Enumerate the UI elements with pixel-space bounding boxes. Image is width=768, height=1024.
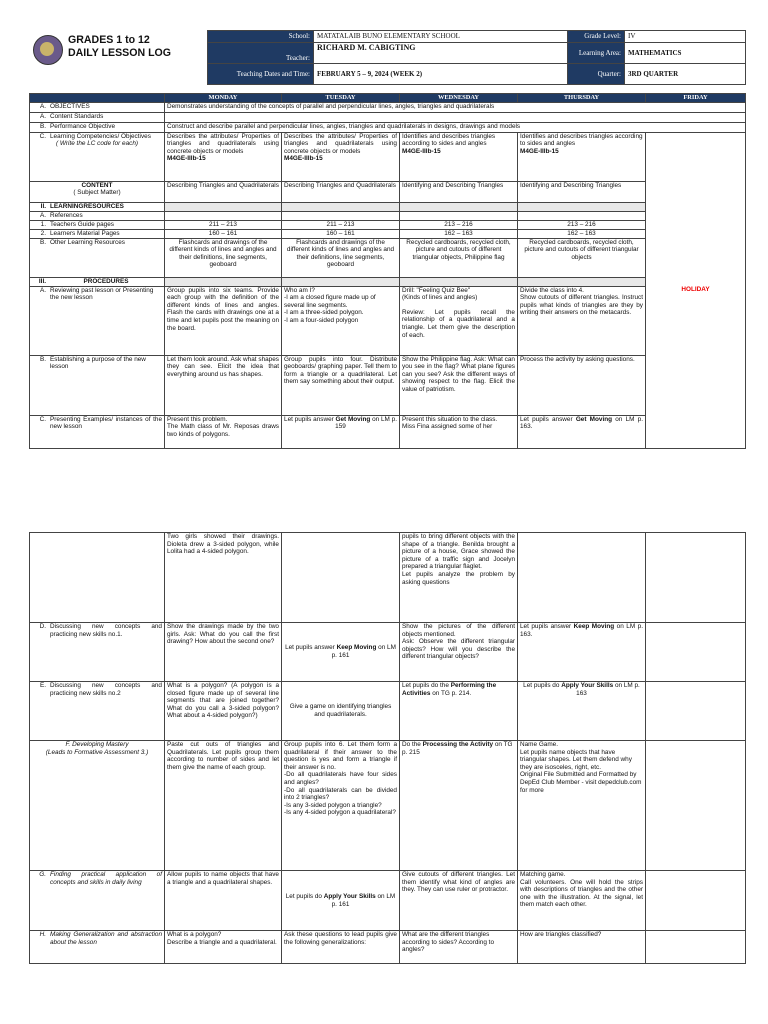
discussing-1-monday: Show the drawings made by the two girls. Ask: What do you call the first drawing? How about the second one? <box>165 623 282 682</box>
generalization-label: H. Making Generalization and abstraction about the lesson <box>30 931 165 964</box>
day-header-row <box>30 94 746 103</box>
presenting-label: C. Presenting Examples/ instances of the new lesson <box>30 415 165 448</box>
review-monday: Group pupils into six teams. Provide each group with the definition of the different kinds of lines and angles. Flash the cards with drawings one at a time and let pupils post the meaning on the board. <box>165 286 282 355</box>
discussing-2-thursday: Let pupils do Apply Your Skills on LM p. 163 <box>518 682 646 741</box>
school-label: School: <box>208 31 314 43</box>
content-label: CONTENT ( Subject Matter) <box>30 181 165 202</box>
competency-wednesday: Identifies and describes triangles according to sides and angles M4GE-IIIb-15 <box>400 132 518 181</box>
generalization-wednesday: What are the different triangles according to sides? According to angles? <box>400 931 518 964</box>
discussing-1-tuesday: Let pupils answer Keep Moving on LM p. 161 <box>282 623 400 682</box>
lesson-table-page-2 <box>29 532 745 964</box>
teacher-value: RICHARD M. CABIGTING <box>314 43 568 64</box>
application-thursday: Matching game. Call volunteers. One will hold the strips with descriptions of triangles and the other one with the illustration. At the signal, let them match each other. <box>518 871 646 931</box>
school-value: MATATALAIB BUNO ELEMENTARY SCHOOL <box>314 31 568 43</box>
competency-thursday: Identifies and describes triangles according to sides and angles M4GE-IIIb-15 <box>518 132 646 181</box>
content-tuesday: Describing Triangles and Quadrilaterals <box>282 181 400 202</box>
discussing-2-monday: What is a polygon? (A polygon is a closed figure made up of several line segments that are joined together? What do you call a 3-sided polygon? What about a 4-sided polygon?) <box>165 682 282 741</box>
competency-tuesday: Describes the attributes/ Properties of triangles and quadrilaterals using concrete objects or models M4GE-IIIb-15 <box>282 132 400 181</box>
purpose-thursday: Process the activity by asking questions. <box>518 355 646 415</box>
tg-wednesday: 213 – 216 <box>400 220 518 229</box>
other-wednesday: Recycled cardboards, recycled cloth, picture and cutouts of different triangular objects, Philippine flag <box>400 238 518 277</box>
quarter-value: 3RD QUARTER <box>625 64 746 85</box>
tg-pages-label: 1. Teachers Guide pages <box>30 220 165 229</box>
content-monday: Describing Triangles and Quadrilaterals <box>165 181 282 202</box>
discussing-2-label: E. Discussing new concepts and practicing new skills no.2 <box>30 682 165 741</box>
resources-label: II. LEARNINGRESOURCES <box>30 202 165 211</box>
purpose-wednesday: Show the Philippine flag. Ask: What can you see in the flag? What plane figures can you see? Ask the different ways of showing respect to the flag. Elicit the value of patriotism. <box>400 355 518 415</box>
lm-wednesday: 162 – 163 <box>400 229 518 238</box>
dates-value: FEBRUARY 5 – 9, 2024 (WEEK 2) <box>314 64 568 85</box>
purpose-label: B. Establishing a purpose of the new lesson <box>30 355 165 415</box>
generalization-monday: What is a polygon? Describe a triangle and a quadrilateral. <box>165 931 282 964</box>
lm-thursday: 162 – 163 <box>518 229 646 238</box>
mastery-monday: Paste cut outs of triangles and Quadrilaterals. Let pupils group them according to number of sides and let them give the name of each group. <box>165 741 282 871</box>
mastery-thursday: Name Game. Let pupils name objects that have triangular shapes. Let them defend why they are isosceles, right, etc. Original File Submitted and Formatted by DepEd Club Member - visit depedclub.com for more <box>518 741 646 871</box>
tg-monday: 211 – 213 <box>165 220 282 229</box>
other-monday: Flashcards and drawings of the different kinds of lines and angles and their definitions, line segments, geoboard <box>165 238 282 277</box>
other-resources-label: B. Other Learning Resources <box>30 238 165 277</box>
purpose-monday: Let them look around. Ask what shapes they can see. Elicit the idea that everything around us has shapes. <box>165 355 282 415</box>
deped-seal-logo <box>33 35 63 65</box>
review-label: A. Reviewing past lesson or Presenting the new lesson <box>30 286 165 355</box>
mastery-label: F. Developing Mastery (Leads to Formative Assessment 3.) <box>30 741 165 871</box>
tg-tuesday: 211 – 213 <box>282 220 400 229</box>
day-thursday: THURSDAY <box>518 94 646 103</box>
objectives-text: Demonstrates understanding of the concepts of parallel and perpendicular lines, angles, triangles and quadrilaterals <box>165 102 746 112</box>
other-tuesday: Flashcards and drawings of the different kinds of lines and angles and their definitions, line segments, geoboard <box>282 238 400 277</box>
review-tuesday: Who am I? -I am a closed figure made up of several line segments. -I am a three-sided polygon. -I am a four-sided polygon <box>282 286 400 355</box>
grade-label: Grade Level: <box>568 31 625 43</box>
application-tuesday: Let pupils do Apply Your Skills on LM p. 161 <box>282 871 400 931</box>
generalization-tuesday: Ask these questions to lead pupils give the following generalizations: <box>282 931 400 964</box>
performance-text: Construct and describe parallel and perpendicular lines, angles, triangles and quadrilaterals in designs, drawings and models <box>165 122 746 132</box>
quarter-label: Quarter: <box>568 64 625 85</box>
area-value: MATHEMATICS <box>625 43 746 64</box>
friday-holiday: HOLIDAY <box>646 132 746 448</box>
dates-label: Teaching Dates and Time: <box>208 64 314 85</box>
teacher-label: Teacher: <box>208 43 314 64</box>
day-friday: FRIDAY <box>646 94 746 103</box>
other-thursday: Recycled cardboards, recycled cloth, picture and cutouts of different triangular objects <box>518 238 646 277</box>
title-line-1: GRADES 1 to 12 <box>68 34 150 46</box>
tg-thursday: 213 – 216 <box>518 220 646 229</box>
grade-value: IV <box>625 31 746 43</box>
discussing-1-label: D. Discussing new concepts and practicing new skills no.1. <box>30 623 165 682</box>
presenting-tuesday: Let pupils answer Get Moving on LM p. 159 <box>282 415 400 448</box>
procedures-label: III. PROCEDURES <box>30 277 165 286</box>
generalization-thursday: How are triangles classified? <box>518 931 646 964</box>
presenting-wednesday-cont: pupils to bring different objects with the shape of a triangle. Benilda brought a picture of a house, Grace showed the picture of a traffic sign and Jocelyn prepared a triangular flaglet. Let pupils analyze the problem by asking questions <box>400 533 518 623</box>
objectives-label: A. OBJECTIVES <box>30 102 165 112</box>
lm-tuesday: 160 – 161 <box>282 229 400 238</box>
lesson-table-page-1 <box>29 93 745 449</box>
day-monday: MONDAY <box>165 94 282 103</box>
review-wednesday: Drill: "Feeling Quiz Bee" (Kinds of lines and angles) Review: Let pupils recall the relationship of a quadrilateral and a triangle. Let them give the description of each. <box>400 286 518 355</box>
application-wednesday: Give cutouts of different triangles. Let them identify what kind of angles are they. They can use ruler or protractor. <box>400 871 518 931</box>
competency-monday: Describes the attributes/ Properties of triangles and quadrilaterals using concrete objects or models M4GE-IIIb-15 <box>165 132 282 181</box>
review-thursday: Divide the class into 4. Show cutouts of different triangles. Instruct pupils what kinds of triangles are they by writing their answers on the metacards. <box>518 286 646 355</box>
mastery-wednesday: Do the Processing the Activity on TG p. 215 <box>400 741 518 871</box>
header-info-table <box>207 30 746 85</box>
day-tuesday: TUESDAY <box>282 94 400 103</box>
mastery-tuesday: Group pupils into 6. Let them form a quadrilateral if their answer to the question is yes and form a triangle if their answer is no. -Do all quadrilaterals have four sides and angles? -Do all quadrilaterals can be divided into 2 triangles? -Is any 3-sided polygon a triangle? -Is any 4-sided polygon a quadrilateral? <box>282 741 400 871</box>
competencies-label: C. Learning Competencies/ Objectives ( Write the LC code for each) <box>30 132 165 181</box>
references-label: A. References <box>30 211 165 220</box>
discussing-2-tuesday: Give a game on identifying triangles and quadrilaterals. <box>282 682 400 741</box>
presenting-wednesday: Present this situation to the class. Miss Fina assigned some of her <box>400 415 518 448</box>
content-standards-label: A. Content Standards <box>30 112 165 122</box>
content-wednesday: Identifying and Describing Triangles <box>400 181 518 202</box>
discussing-1-thursday: Let pupils answer Keep Moving on LM p. 163. <box>518 623 646 682</box>
purpose-tuesday: Group pupils into four. Distribute geoboards/ graphing paper. Tell them to form a triangle or a quadrilateral. Let them say something about their output. <box>282 355 400 415</box>
title-line-2: DAILY LESSON LOG <box>68 46 172 59</box>
presenting-thursday: Let pupils answer Get Moving on LM p. 163. <box>518 415 646 448</box>
discussing-2-wednesday: Let pupils do the Performing the Activities on TG p. 214. <box>400 682 518 741</box>
application-monday: Allow pupils to name objects that have a triangle and a quadrilateral shapes. <box>165 871 282 931</box>
application-label: G. Finding practical application of concepts and skills in daily living <box>30 871 165 931</box>
presenting-monday-cont: Two girls showed their drawings. Dioleta drew a 3-sided polygon, while Lolita had a 4-sided polygon. <box>165 533 282 623</box>
presenting-monday: Present this problem. The Math class of Mr. Reposas draws two kinds of polygons. <box>165 415 282 448</box>
day-wednesday: WEDNESDAY <box>400 94 518 103</box>
performance-label: B. Performance Objective <box>30 122 165 132</box>
area-label: Learning Area: <box>568 43 625 64</box>
content-thursday: Identifying and Describing Triangles <box>518 181 646 202</box>
form-title <box>68 34 171 59</box>
discussing-1-wednesday: Show the pictures of the different objects mentioned. Ask: Observe the different triangular objects? How will you describe the different triangular objects? <box>400 623 518 682</box>
lm-pages-label: 2. Learners Material Pages <box>30 229 165 238</box>
lm-monday: 160 – 161 <box>165 229 282 238</box>
